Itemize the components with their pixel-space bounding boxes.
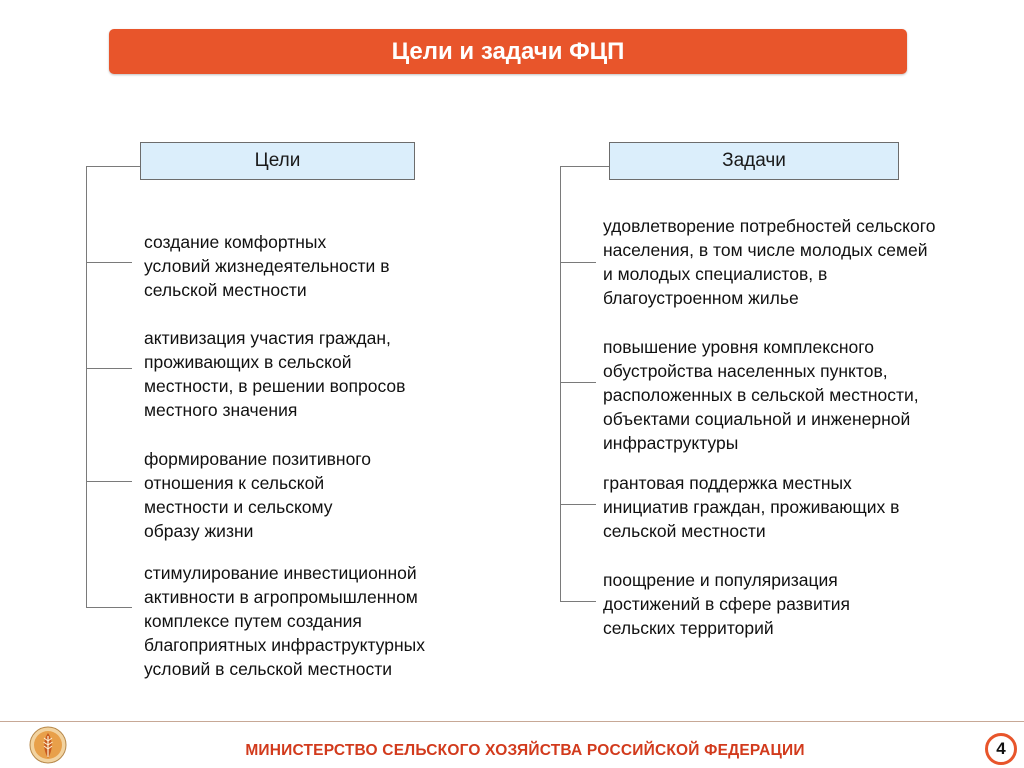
title-bar [109,29,907,74]
page-number-badge [985,733,1017,765]
task-item-4: поощрение и популяризация достижений в сфере развития сельских территорий [603,570,850,638]
goals-connector-3 [86,481,132,482]
tasks-connector-4 [560,601,596,602]
task-item-2: повышение уровня комплексного обустройства населенных пунктов, расположенных в сельской местности, объектами социальной и инженерной инфраструктуры [603,337,919,453]
tasks-header-label: Задачи [722,150,786,171]
goal-item-2: активизация участия граждан, проживающих в сельской местности, в решении вопросов местного значения [144,328,406,420]
page-title: Цели и задачи ФЦП [391,37,625,65]
tasks-connector-top [560,166,609,167]
tasks-connector-1 [560,262,596,263]
goals-header-label: Цели [254,150,301,171]
tasks-header [609,142,899,180]
goals-connector-top [86,166,140,167]
tasks-connector-trunk [560,166,561,602]
goals-connector-4 [86,607,132,608]
goal-item-4: стимулирование инвестиционной активности в агропромышленном комплексе путем создания благоприятных инфраструктурных условий в сельской местности [144,563,425,679]
page-number: 4 [996,739,1006,758]
goals-connector-1 [86,262,132,263]
tasks-connector-2 [560,382,596,383]
tasks-connector-3 [560,504,596,505]
goal-item-3: формирование позитивного отношения к сельской местности и сельскому образу жизни [144,449,372,541]
goals-connector-trunk [86,166,87,608]
task-item-3: грантовая поддержка местных инициатив граждан, проживающих в сельской местности [603,473,900,541]
goals-connector-2 [86,368,132,369]
goals-header [140,142,415,180]
footer-divider [0,721,1024,722]
footer-ministry-name: МИНИСТЕРСТВО СЕЛЬСКОГО ХОЗЯЙСТВА РОССИЙСКОЙ ФЕДЕРАЦИИ [245,742,805,759]
goal-item-1: создание комфортных условий жизнедеятельности в сельской местности [144,232,390,300]
task-item-1: удовлетворение потребностей сельского населения, в том числе молодых семей и молодых специалистов, в благоустроенном жилье [603,216,936,308]
